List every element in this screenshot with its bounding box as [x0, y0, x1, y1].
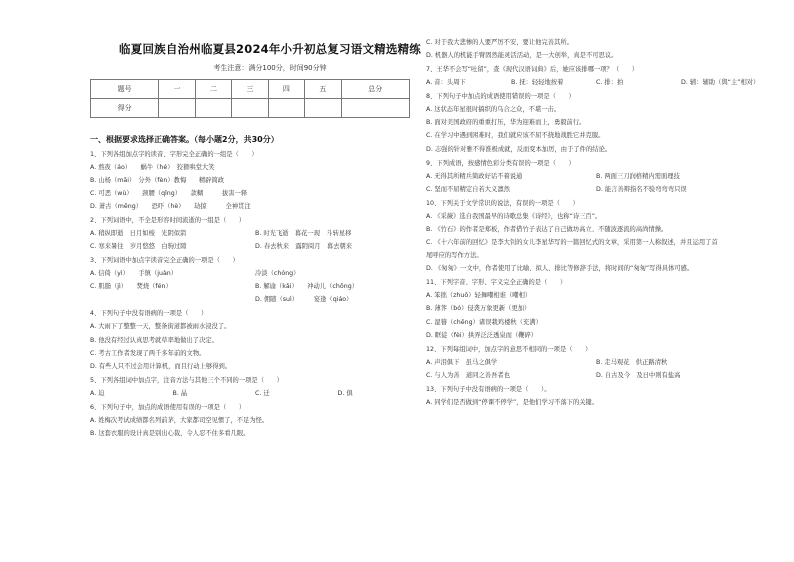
answer-option[interactable]: B. 时光飞逝 暮花一现 斗转星移: [255, 229, 352, 237]
answer-options: [426, 119, 766, 128]
answer-options: [426, 319, 766, 328]
question-stem: 6、下列句子中，加点的成语使用有误的一项是（ ）: [90, 403, 246, 411]
answer-options: [426, 146, 766, 155]
score-cell: 总分: [341, 80, 409, 99]
right-column: [426, 0, 766, 407]
answer-option[interactable]: D. 佣随（suì） 宴逢（qiáo）: [255, 296, 353, 304]
answer-option[interactable]: C. 对于我大悲惨的人要严厉不安，要让他完善其所。: [426, 39, 573, 46]
question-stem: 7、王华不会写“吐留”，查《现代汉语词典》后，她应该排哪一项？（ ）: [426, 66, 639, 74]
answer-options: [90, 417, 450, 426]
score-cell: 题号: [91, 80, 159, 99]
score-table: [90, 79, 410, 118]
answer-option[interactable]: A. 迫: [90, 389, 105, 397]
answer-option[interactable]: B. 晶: [172, 389, 188, 397]
answer-options: [426, 399, 766, 408]
answer-options: [426, 226, 766, 235]
score-input-cell[interactable]: [268, 99, 304, 118]
answer-options: [426, 239, 766, 248]
answer-options: [90, 430, 450, 439]
answer-option[interactable]: A. 姓梅次考试成绩都名列前茅，大家都司空见惯了，不足为怪。: [90, 416, 269, 424]
left-question-list: [90, 151, 450, 439]
answer-options: [90, 230, 450, 239]
answer-option[interactable]: C. 《十六年前的回忆》是李大钊的女儿李星华写的一篇回忆式的文章，采用第一人称叙述，并且运用了首: [426, 239, 718, 247]
answer-option[interactable]: C. 肌脂（jì） 焚烧（fén）: [90, 283, 172, 291]
answer-options: [90, 283, 450, 292]
answer-option[interactable]: C. 湿簪（chēng）诸误栽鸡楼秋（充满）: [426, 318, 542, 326]
answer-options: [426, 305, 766, 314]
page-title: 临夏回族自治州临夏县2024年小升初总复习语文精选精练: [119, 42, 421, 56]
answer-option[interactable]: D. 萧古（mēng） 恐吓（hè） 劫掠 全神贯注: [90, 202, 251, 210]
answer-option[interactable]: D. 能言善辩指名不验弯弯弯只误: [596, 185, 687, 193]
answer-options: [426, 372, 766, 381]
question-stem: 8、下列句子中加点的成语使用错误的一项是（ ）: [426, 93, 575, 101]
question-stem: 13、下列句子中没有语病的一项是（ ）。: [426, 385, 551, 393]
answer-options: [90, 243, 450, 252]
answer-option[interactable]: C. 寒来暑往 岁月悠悠 白驹过隙: [90, 243, 187, 251]
question-stem: 3、下列词语中加点字读音完全正确的一项是（ ）: [90, 257, 239, 265]
answer-option[interactable]: D. 有些人只不过会用计算机，而且行动上够得到。: [90, 362, 232, 370]
right-question-list: [426, 39, 766, 407]
answer-options: [90, 296, 450, 305]
answer-options: [90, 350, 450, 359]
answer-option[interactable]: D. 眶徒（fèi）拱弄泛泛透泉而（鞭碎）: [426, 331, 538, 339]
answer-options: [90, 164, 450, 173]
answer-option[interactable]: B. 山杨（mǎi） 分外（fèn）教悔 精辟简政: [90, 176, 225, 184]
answer-options: [90, 337, 450, 346]
answer-option[interactable]: A. 信倚（yì） 手镇（juàn）: [90, 270, 178, 278]
exam-notice: 考生注意：满分100分，时间90分钟: [213, 64, 327, 72]
answer-options: [426, 252, 766, 261]
answer-option[interactable]: D. 辅：辅助（與“主”相对）: [681, 79, 760, 87]
answer-options: [426, 359, 766, 368]
answer-options: [426, 173, 766, 182]
answer-options: [90, 270, 450, 279]
answer-option[interactable]: B. 抚：轻轻地按着: [511, 79, 564, 87]
answer-option[interactable]: D. 《匆匆》一文中，作者使用了比喻、拟人、排比等修辞手法，将时间的“匆匆”写得具体可感。: [426, 265, 694, 273]
answer-option[interactable]: D. 俱: [337, 389, 353, 397]
score-input-cell[interactable]: [159, 99, 195, 118]
question-stem: 1、下列各组加点字的读音、字形完全正确的一组是（ ）: [90, 150, 258, 158]
answer-option[interactable]: B. 解谕（kǎi） 冲动儿（chōng）: [255, 283, 358, 291]
question-stem: 10、下列关于文学常识的说法，有误的一项是（ ）: [426, 199, 579, 207]
answer-option[interactable]: 冷淡（chóng）: [255, 270, 300, 278]
answer-options: [426, 213, 766, 222]
answer-option[interactable]: D. 自古及今 及日中则有盐高: [596, 371, 681, 379]
answer-option[interactable]: A. 这状态年星很时搞织的乌合之众，不堪一击。: [426, 106, 561, 114]
answer-options: [426, 132, 766, 141]
question-stem: 2、下列词语中，不全是形容时间流逝的一组是（ ）: [90, 216, 246, 224]
score-input-cell[interactable]: [341, 99, 409, 118]
answer-option[interactable]: B. 走马观花 供正路清秋: [596, 358, 668, 366]
score-header-row: [91, 80, 410, 99]
answer-options: [90, 323, 450, 332]
answer-option[interactable]: B. 薄荠（bó）侵袭万象更新（更加）: [426, 305, 531, 313]
score-input-cell[interactable]: [195, 99, 231, 118]
answer-options: [426, 106, 766, 115]
question-stem: 9、下列成语，按感情色彩分类有误的一项是（ ）: [426, 159, 575, 167]
answer-options: [426, 332, 766, 341]
answer-option[interactable]: C. 考古工作者发现了两千多年前的文物。: [90, 349, 206, 357]
score-input-cell[interactable]: [232, 99, 268, 118]
answer-option[interactable]: B. 《竹石》的作者是郑板，作者借竹子表达了自己做坊高立、不随波逐流的高尚情操。: [426, 225, 668, 233]
answer-option[interactable]: 尾呼应的写作方法。: [426, 252, 483, 260]
answer-option[interactable]: A. 稍纵即逝 日月如梭 光阴似箭: [90, 229, 187, 237]
answer-options: [426, 39, 766, 48]
answer-options: [426, 186, 766, 195]
answer-options: [90, 203, 450, 212]
question-stem: 4、下列句子中没有语病的一项是（ ）: [90, 310, 208, 318]
answer-option[interactable]: C. 在学习中遇到困难时，我们就应该不屈不挠地战胜它并克服。: [426, 132, 605, 140]
answer-options: [90, 390, 450, 399]
answer-options: [90, 177, 450, 186]
question-stem: 5、下列各组词中加点字，注音方法与其他三个不同的一项是（ ）: [90, 376, 283, 384]
answer-options: [426, 79, 766, 88]
answer-option[interactable]: C. 坚而不屈精定自若大义凛然: [426, 185, 510, 193]
answer-option[interactable]: A. 熬夜（áo） 蜗牛（hé） 狡猾哄堂大笑: [90, 163, 215, 171]
answer-option[interactable]: B. 面对美国政府的重重打压，华为迎难而上，勇毅前行。: [426, 119, 586, 127]
score-value-row: [91, 99, 410, 118]
question-stem: 12、下列每组词中，加点字的意思不相同的一项是（ ）: [426, 345, 592, 353]
answer-option[interactable]: D. 机器人的机能手臂固然能灵活活动，是一大创举，真是不可思议。: [426, 52, 618, 60]
answer-options: [426, 292, 766, 301]
answer-option[interactable]: C. 可恶（wù） 颈腰（qǐng） 款糊 拔害一释: [90, 189, 248, 197]
answer-option[interactable]: D. 志强的针对雅不得淮极成就，反而变本加厉，由于了件的结论。: [426, 145, 612, 153]
answer-option[interactable]: A. 大雨下了整整一天，整条街道都被雨水浸没了。: [90, 323, 231, 331]
score-cell: 三: [232, 80, 268, 99]
left-column: [90, 0, 450, 439]
answer-option[interactable]: B. 两面三刀润格精内需面理技: [596, 172, 680, 180]
answer-option[interactable]: B. 他没有经过认真思考就草率地做出了决定。: [90, 336, 218, 344]
answer-option[interactable]: A. 《采薇》选自我国最早的诗歌总集《诗经》，也称“诗三百”。: [426, 212, 602, 220]
answer-option[interactable]: A. 音：头周下: [426, 79, 466, 87]
answer-option[interactable]: C. 迁: [255, 389, 270, 397]
score-cell: 二: [195, 80, 231, 99]
answer-options: [90, 190, 450, 199]
answer-option[interactable]: D. 春去秋来 露阴阅月 暮去朝来: [255, 243, 353, 251]
score-input-cell[interactable]: [305, 99, 341, 118]
answer-option[interactable]: A. 无得其所精兵简政好话不着说通: [426, 172, 523, 180]
answer-option[interactable]: C. 与人为善 道同之善吾者也: [426, 371, 510, 379]
score-cell: 一: [159, 80, 195, 99]
answer-option[interactable]: C. 排：拍: [596, 79, 624, 87]
answer-option[interactable]: A. 声泪俱下 虽马之俱学: [426, 358, 498, 366]
answer-option[interactable]: B. 这套衣服的设计真是别出心裁，令人忍不住多看几眼。: [90, 430, 250, 437]
score-cell: 得分: [91, 99, 159, 118]
answer-options: [426, 52, 766, 61]
answer-options: [426, 265, 766, 274]
answer-options: [90, 363, 450, 372]
answer-option[interactable]: A. 同学们是否做到“停课不停学”，是他们学习不落下的关键。: [426, 398, 599, 406]
score-cell: 五: [305, 80, 341, 99]
answer-option[interactable]: A. 笨拙（zhuō）轻舞嘲相谁（嘲相）: [426, 292, 532, 300]
question-stem: 11、下列字音、字形、字义完全正确的是（ ）: [426, 279, 567, 287]
section-heading: 一、根据要求选择正确答案。（每小题2分，共30分）: [90, 135, 279, 144]
score-cell: 四: [268, 80, 304, 99]
